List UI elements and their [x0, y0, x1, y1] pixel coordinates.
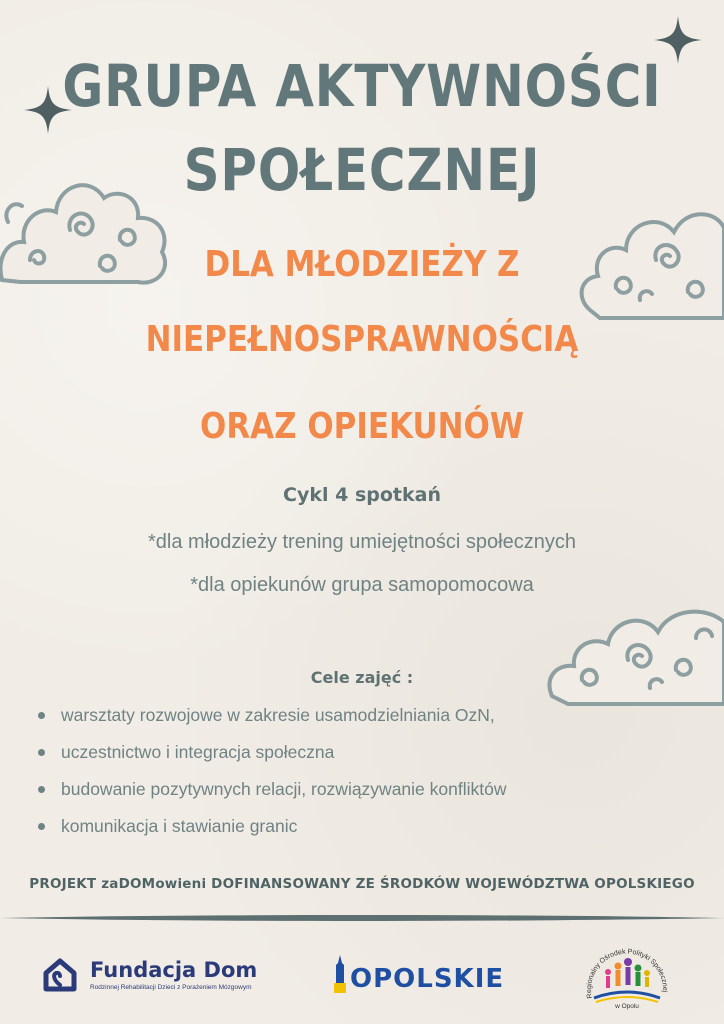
- opolskie-logo: [332, 955, 504, 993]
- goal-text: komunikacja i stawianie granic: [61, 816, 298, 836]
- goal-text: budowanie pozytywnych relacji, rozwiązywanie konfliktów: [61, 779, 507, 799]
- house-heart-icon: [40, 955, 80, 995]
- rops-city: w Opolu: [615, 1003, 639, 1010]
- subtitle-line-1: DLA MŁODZIEŻY Z: [204, 244, 520, 285]
- cycle-label: Cykl 4 spotkań: [283, 484, 441, 506]
- detail-line-1: *dla młodzieży trening umiejętności społecznych: [148, 531, 576, 553]
- project-note: PROJEKT zaDOMowieni DOFINANSOWANY ZE ŚRODKÓW WOJEWÓDZTWA OPOLSKIEGO: [29, 876, 695, 892]
- bullet-icon: [38, 749, 45, 756]
- tower-icon: [332, 955, 348, 993]
- goals-list: [38, 703, 506, 851]
- list-item: [38, 814, 506, 851]
- goal-text: uczestnictwo i integracja społeczna: [61, 742, 335, 762]
- rops-ring-text: Regionalny Ośrodek Polityki Społecznej: [585, 948, 669, 999]
- bullet-icon: [38, 786, 45, 793]
- cloud-icon: [546, 586, 724, 716]
- subtitle-line-2: NIEPEŁNOSPRAWNOŚCIĄ: [145, 319, 579, 360]
- list-item: [38, 777, 506, 814]
- fundacja-subtitle: Rodzinnej Rehabilitacji Dzieci z Porażeniem Mózgowym: [90, 984, 252, 991]
- divider: [0, 914, 724, 922]
- detail-line-2: *dla opiekunów grupa samopomocowa: [190, 574, 534, 596]
- bullet-icon: [38, 712, 45, 719]
- bullet-icon: [38, 823, 45, 830]
- opolskie-text: OPOLSKIE: [350, 964, 505, 994]
- list-item: [38, 740, 506, 777]
- goals-heading: Cele zajęć :: [310, 668, 414, 687]
- subtitle-line-3: ORAZ OPIEKUNÓW: [199, 406, 524, 447]
- title-line-2: SPOŁECZNEJ: [183, 136, 541, 204]
- fundacja-dom-logo: [40, 955, 257, 995]
- goal-text: warsztaty rozwojowe w zakresie usamodzielniania OzN,: [61, 705, 495, 725]
- title-line-1: GRUPA AKTYWNOŚCI: [62, 52, 662, 120]
- fundacja-name: Fundacja Dom: [90, 958, 258, 982]
- list-item: [38, 703, 506, 740]
